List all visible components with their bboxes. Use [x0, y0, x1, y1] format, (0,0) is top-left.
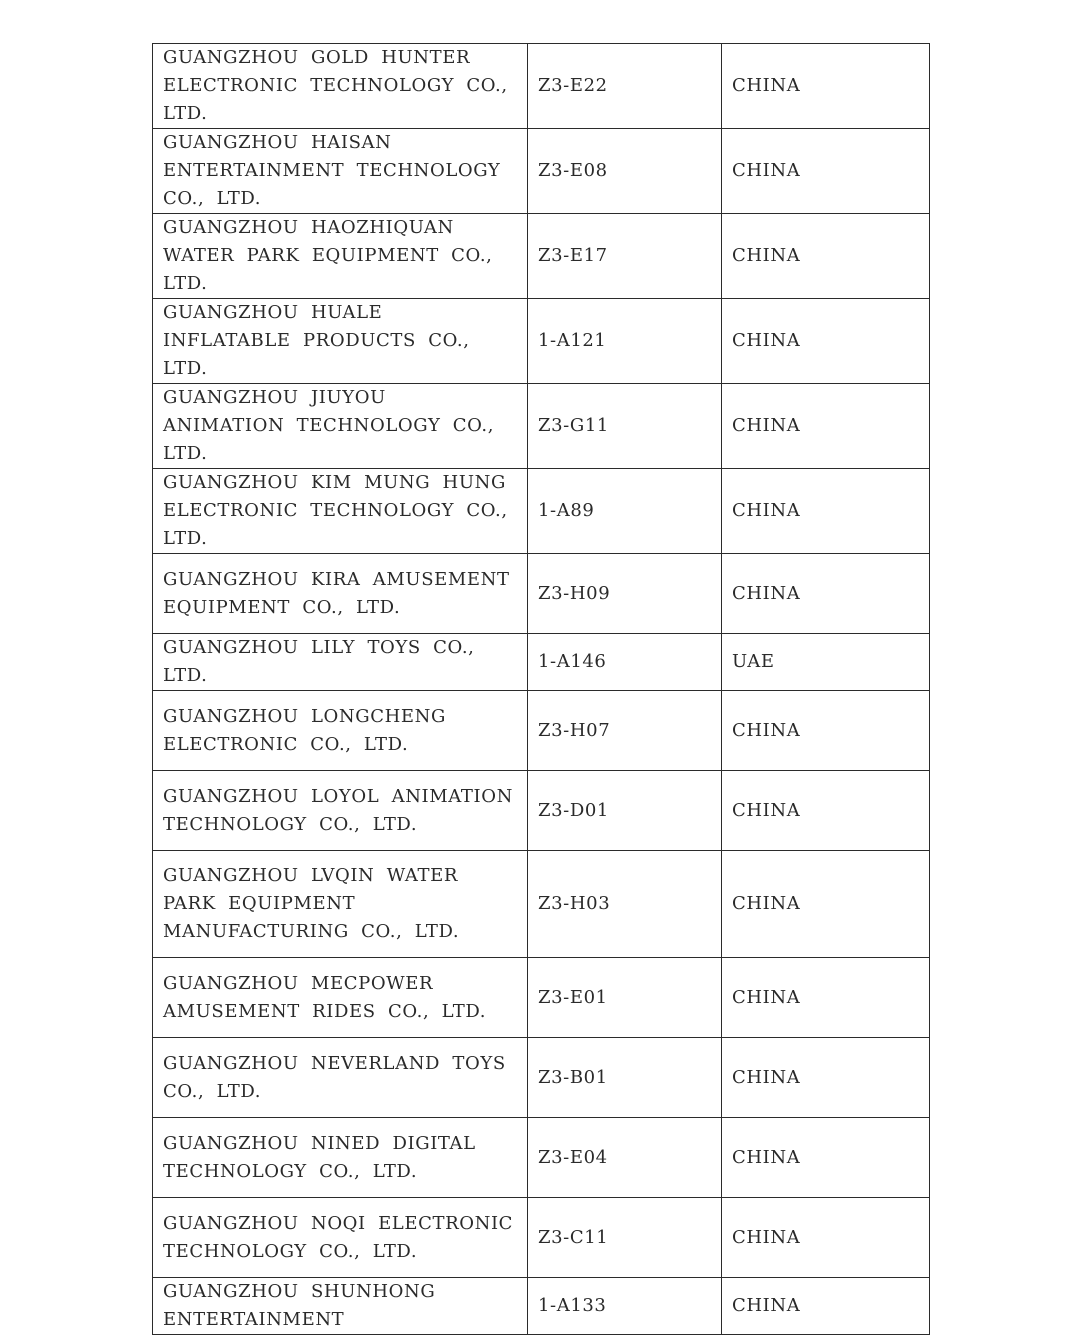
table-row [153, 214, 930, 299]
booth-cell: 1-A121 [528, 299, 722, 384]
booth-cell: Z3-E04 [528, 1118, 722, 1198]
company-cell: GUANGZHOU NOQI ELECTRONIC TECHNOLOGY CO., LTD. [153, 1198, 528, 1278]
country-cell: CHINA [722, 1118, 930, 1198]
country-cell: CHINA [722, 1038, 930, 1118]
table-row [153, 554, 930, 634]
table-row [153, 1118, 930, 1198]
table-row [153, 1278, 930, 1335]
company-cell: GUANGZHOU JIUYOU ANIMATION TECHNOLOGY CO., LTD. [153, 384, 528, 469]
booth-cell: Z3-B01 [528, 1038, 722, 1118]
table-row [153, 1198, 930, 1278]
booth-cell: Z3-G11 [528, 384, 722, 469]
country-cell: CHINA [722, 299, 930, 384]
country-cell: CHINA [722, 554, 930, 634]
company-cell: GUANGZHOU KIM MUNG HUNG ELECTRONIC TECHNOLOGY CO., LTD. [153, 469, 528, 554]
company-cell: GUANGZHOU SHUNHONG ENTERTAINMENT [153, 1278, 528, 1335]
booth-cell: Z3-E01 [528, 958, 722, 1038]
country-cell: CHINA [722, 214, 930, 299]
booth-cell: Z3-E22 [528, 44, 722, 129]
country-cell: CHINA [722, 958, 930, 1038]
company-cell: GUANGZHOU HAOZHIQUAN WATER PARK EQUIPMENT CO., LTD. [153, 214, 528, 299]
booth-cell: Z3-H03 [528, 851, 722, 958]
company-cell: GUANGZHOU LILY TOYS CO., LTD. [153, 634, 528, 691]
table-row [153, 771, 930, 851]
booth-cell: Z3-E17 [528, 214, 722, 299]
table-row [153, 299, 930, 384]
company-cell: GUANGZHOU LVQIN WATER PARK EQUIPMENT MANUFACTURING CO., LTD. [153, 851, 528, 958]
exhibitor-table [152, 43, 930, 1335]
company-cell: GUANGZHOU GOLD HUNTER ELECTRONIC TECHNOLOGY CO., LTD. [153, 44, 528, 129]
country-cell: CHINA [722, 129, 930, 214]
country-cell: CHINA [722, 1278, 930, 1335]
country-cell: CHINA [722, 469, 930, 554]
country-cell: CHINA [722, 851, 930, 958]
booth-cell: Z3-C11 [528, 1198, 722, 1278]
country-cell: CHINA [722, 771, 930, 851]
country-cell: CHINA [722, 44, 930, 129]
booth-cell: Z3-H09 [528, 554, 722, 634]
booth-cell: Z3-D01 [528, 771, 722, 851]
table-row [153, 44, 930, 129]
booth-cell: Z3-E08 [528, 129, 722, 214]
company-cell: GUANGZHOU LOYOL ANIMATION TECHNOLOGY CO., LTD. [153, 771, 528, 851]
company-cell: GUANGZHOU HAISAN ENTERTAINMENT TECHNOLOGY CO., LTD. [153, 129, 528, 214]
table-row [153, 691, 930, 771]
company-cell: GUANGZHOU NINED DIGITAL TECHNOLOGY CO., LTD. [153, 1118, 528, 1198]
company-cell: GUANGZHOU NEVERLAND TOYS CO., LTD. [153, 1038, 528, 1118]
table-row [153, 469, 930, 554]
country-cell: UAE [722, 634, 930, 691]
country-cell: CHINA [722, 691, 930, 771]
company-cell: GUANGZHOU LONGCHENG ELECTRONIC CO., LTD. [153, 691, 528, 771]
country-cell: CHINA [722, 1198, 930, 1278]
table-row [153, 958, 930, 1038]
company-cell: GUANGZHOU KIRA AMUSEMENT EQUIPMENT CO., LTD. [153, 554, 528, 634]
booth-cell: 1-A146 [528, 634, 722, 691]
company-cell: GUANGZHOU MECPOWER AMUSEMENT RIDES CO., LTD. [153, 958, 528, 1038]
table-row [153, 1038, 930, 1118]
country-cell: CHINA [722, 384, 930, 469]
table-row [153, 129, 930, 214]
company-cell: GUANGZHOU HUALE INFLATABLE PRODUCTS CO., LTD. [153, 299, 528, 384]
booth-cell: 1-A89 [528, 469, 722, 554]
booth-cell: 1-A133 [528, 1278, 722, 1335]
table-row [153, 384, 930, 469]
booth-cell: Z3-H07 [528, 691, 722, 771]
table-row [153, 851, 930, 958]
table-row [153, 634, 930, 691]
